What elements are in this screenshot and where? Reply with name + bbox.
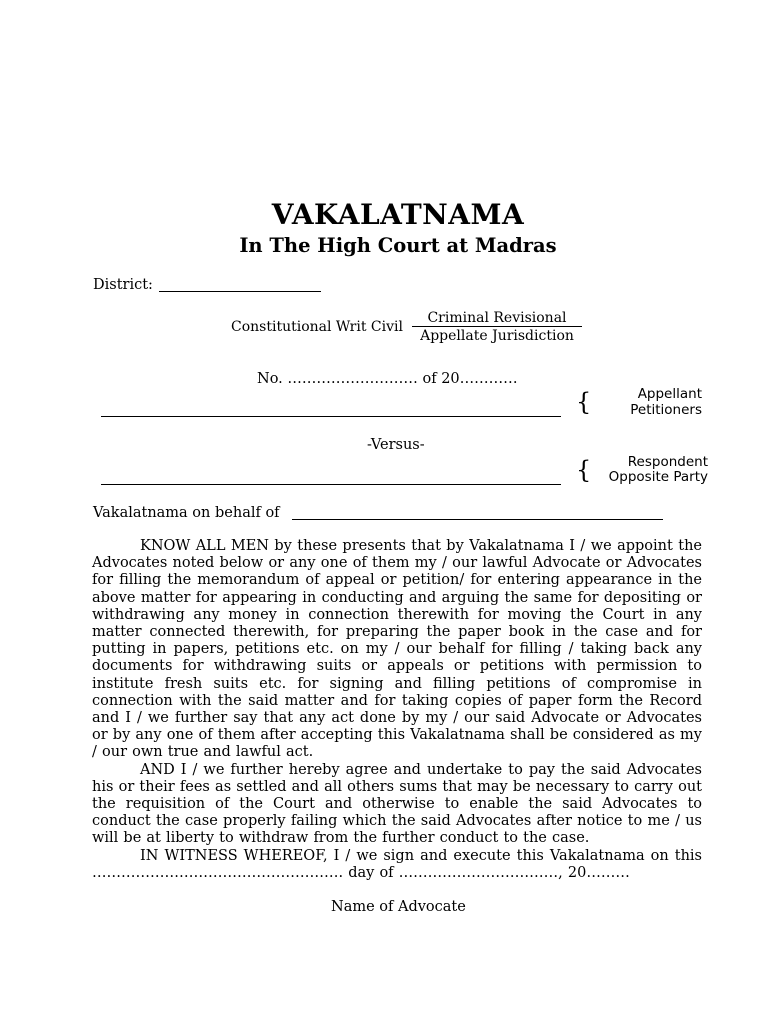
brace-icon: { — [576, 456, 592, 484]
appellant-name-blank[interactable] — [101, 416, 561, 417]
district-blank[interactable] — [159, 291, 321, 292]
appellant-label: Appellant — [637, 386, 702, 402]
court-name: In The High Court at Madras — [239, 234, 557, 257]
vakalatnama-body — [92, 538, 702, 882]
versus-label: -Versus- — [367, 437, 425, 453]
opposite-party-label: Opposite Party — [608, 469, 708, 485]
jurisdiction-left: Constitutional Writ Civil — [231, 319, 403, 335]
petitioners-label: Petitioners — [630, 402, 702, 418]
document-title: VAKALATNAMA — [271, 198, 525, 231]
jurisdiction-top: Criminal Revisional — [427, 310, 567, 326]
behalf-label: Vakalatnama on behalf of — [93, 505, 280, 521]
fees-paragraph: AND I / we further hereby agree and undertake to pay the said Advocates his or their fees as settled and all others sums that may be necessary to carry out the requisition of the Court and otherwise to enable the said Advocates to conduct the case properly failing which the said Advocates after notice to me / us will be at liberty to withdraw from the further conduct to the case. — [92, 761, 702, 847]
name-of-advocate-label: Name of Advocate — [331, 899, 466, 915]
district-label: District: — [93, 277, 153, 293]
jurisdiction-bottom: Appellate Jurisdiction — [420, 328, 574, 344]
respondent-name-blank[interactable] — [101, 484, 561, 485]
case-number: No. ……………………… of 20………… — [257, 371, 518, 387]
respondent-label: Respondent — [627, 454, 708, 470]
brace-icon: { — [576, 388, 592, 416]
appointment-paragraph: KNOW ALL MEN by these presents that by Vakalatnama I / we appoint the Advocates noted below or any one of them my / our lawful Advocate or Advocates for filling the memorandum of appeal or petition/ for entering appearance in the above matter for appearing in conducting and arguing the same for depositing or withdrawing any money in connection therewith for moving the Court in any matter connected therewith, for preparing the paper book in the case and for putting in papers, petitions etc. on my / our behalf for filling / taking back any documents for withdrawing suits or appeals or petitions with permission to institute fresh suits etc. for signing and filling petitions of compromise in connection with the said matter and for taking copies of paper form the Record and I / we further say that any act done by my / our said Advocate or Advocates or by any one of them after accepting this Vakalatnama shall be considered as my / our own true and lawful act. — [92, 538, 702, 761]
jurisdiction-divider — [412, 326, 582, 327]
behalf-blank[interactable] — [292, 519, 663, 520]
witness-paragraph: IN WITNESS WHEREOF, I / we sign and execute this Vakalatnama on this ……………………………………………. day of ……………………………, 20……… — [92, 847, 702, 881]
